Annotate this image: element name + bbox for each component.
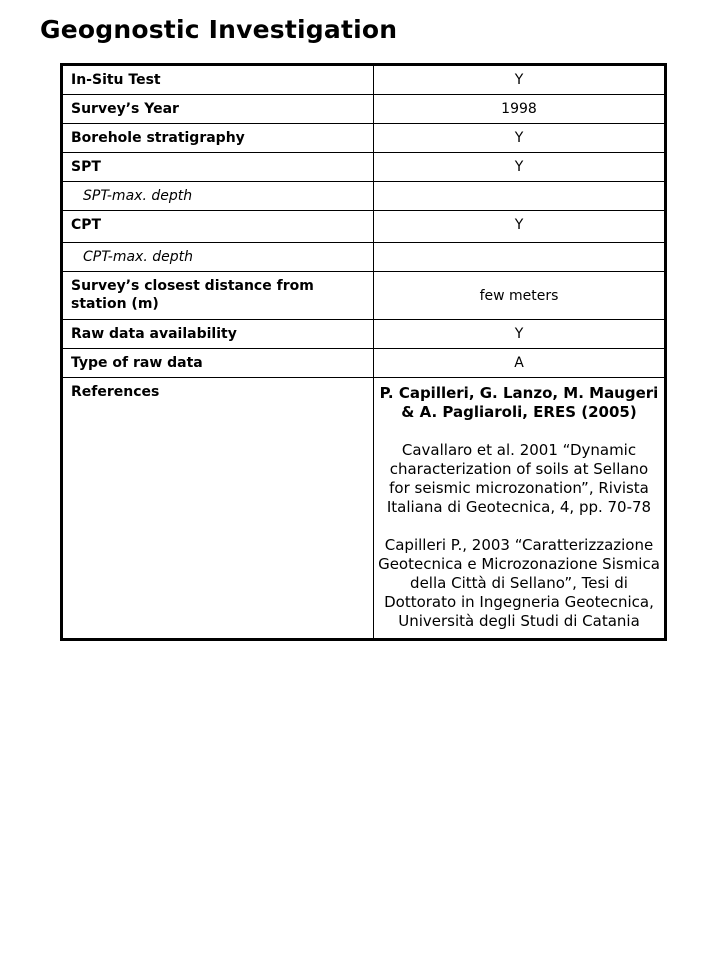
table-row <box>62 153 666 182</box>
reference-item: Capilleri P., 2003 “Caratterizzazione Geotecnica e Microzonazione Sismica della Città di Sellano”, Tesi di Dottorato in Ingegneria Geotecnica, Università degli Studi di Catania <box>378 536 660 630</box>
row-label-closest-distance: Survey’s closest distance from station (m) <box>62 272 374 320</box>
row-value-cpt-max-depth <box>374 243 666 272</box>
row-value-in-situ-test: Y <box>374 65 666 95</box>
table-row <box>62 272 666 320</box>
row-label-raw-data-availability: Raw data availability <box>62 320 374 349</box>
row-value-borehole-stratigraphy: Y <box>374 124 666 153</box>
table-row <box>62 243 666 272</box>
row-label-cpt: CPT <box>62 211 374 243</box>
row-label-cpt-max-depth: CPT-max. depth <box>62 243 374 272</box>
table-row <box>62 320 666 349</box>
table-row <box>62 124 666 153</box>
page-title: Geognostic Investigation <box>40 15 398 44</box>
geognostic-table <box>60 63 667 641</box>
row-value-spt: Y <box>374 153 666 182</box>
row-label-references: References <box>62 378 374 640</box>
reference-item: P. Capilleri, G. Lanzo, M. Maugeri & A. Pagliaroli, ERES (2005) <box>379 384 659 421</box>
table-row <box>62 349 666 378</box>
row-label-spt: SPT <box>62 153 374 182</box>
row-label-survey-year: Survey’s Year <box>62 95 374 124</box>
row-label-type-of-raw-data: Type of raw data <box>62 349 374 378</box>
row-label-borehole-stratigraphy: Borehole stratigraphy <box>62 124 374 153</box>
row-value-closest-distance: few meters <box>374 272 666 320</box>
table-row <box>62 182 666 211</box>
row-value-raw-data-availability: Y <box>374 320 666 349</box>
row-value-type-of-raw-data: A <box>374 349 666 378</box>
row-label-in-situ-test: In-Situ Test <box>62 65 374 95</box>
table-row <box>62 95 666 124</box>
row-value-spt-max-depth <box>374 182 666 211</box>
table-row <box>62 65 666 95</box>
table-row <box>62 378 666 640</box>
row-label-spt-max-depth: SPT-max. depth <box>62 182 374 211</box>
table-row <box>62 211 666 243</box>
row-value-references <box>374 378 666 640</box>
reference-item: Cavallaro et al. 2001 “Dynamic characterization of soils at Sellano for seismic microzonation”, Rivista Italiana di Geotecnica, 4, pp. 70-78 <box>386 441 652 516</box>
row-value-survey-year: 1998 <box>374 95 666 124</box>
row-value-cpt: Y <box>374 211 666 243</box>
